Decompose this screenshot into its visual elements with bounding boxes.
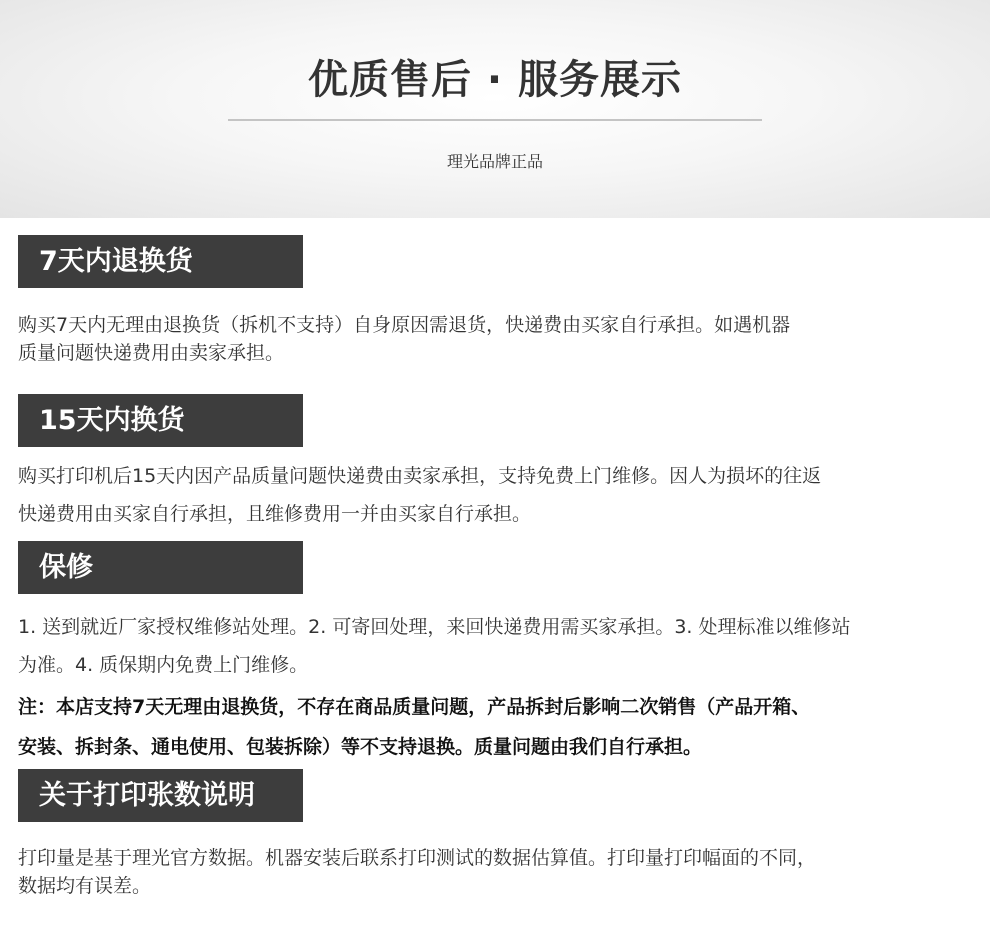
section-7-day-text-line-2: 质量问题快递费用由卖家承担。 — [18, 342, 285, 364]
section-warranty-note-line-2: 安装、拆封条、通电使用、包装拆除）等不支持退换。质量问题由我们自行承担。 — [18, 736, 703, 758]
section-tag-15-day-exchange: 15天内换货 — [18, 394, 303, 447]
header-banner — [0, 0, 990, 218]
section-tag-print-count: 关于打印张数说明 — [18, 769, 303, 822]
section-15-day-text-line-2: 快递费用由买家自行承担，且维修费用一并由买家自行承担。 — [18, 503, 532, 525]
title-divider — [228, 119, 762, 121]
section-warranty-text-line-1: 1. 送到就近厂家授权维修站处理。2. 可寄回处理，来回快递费用需买家承担。3. 处理标准以维修站 — [18, 616, 851, 638]
section-tag-7-day-return: 7天内退换货 — [18, 235, 303, 288]
section-tag-warranty: 保修 — [18, 541, 303, 594]
section-print-count-text-line-1: 打印量是基于理光官方数据。机器安装后联系打印测试的数据估算值。打印量打印幅面的不同， — [18, 847, 817, 869]
page-subtitle: 理光品牌正品 — [446, 152, 543, 171]
section-warranty-text-line-2: 为准。4. 质保期内免费上门维修。 — [18, 654, 309, 676]
section-7-day-text-line-1: 购买7天内无理由退换货（拆机不支持）自身原因需退货，快递费由买家自行承担。如遇机器 — [18, 314, 791, 336]
page-title: 优质售后 · 服务展示 — [307, 57, 683, 103]
section-warranty-note-line-1: 注：本店支持7天无理由退换货，不存在商品质量问题，产品拆封后影响二次销售（产品开箱、 — [18, 696, 811, 718]
section-print-count-text-line-2: 数据均有误差。 — [18, 875, 152, 897]
section-15-day-text-line-1: 购买打印机后15天内因产品质量问题快递费由卖家承担，支持免费上门维修。因人为损坏的往返 — [18, 465, 822, 487]
